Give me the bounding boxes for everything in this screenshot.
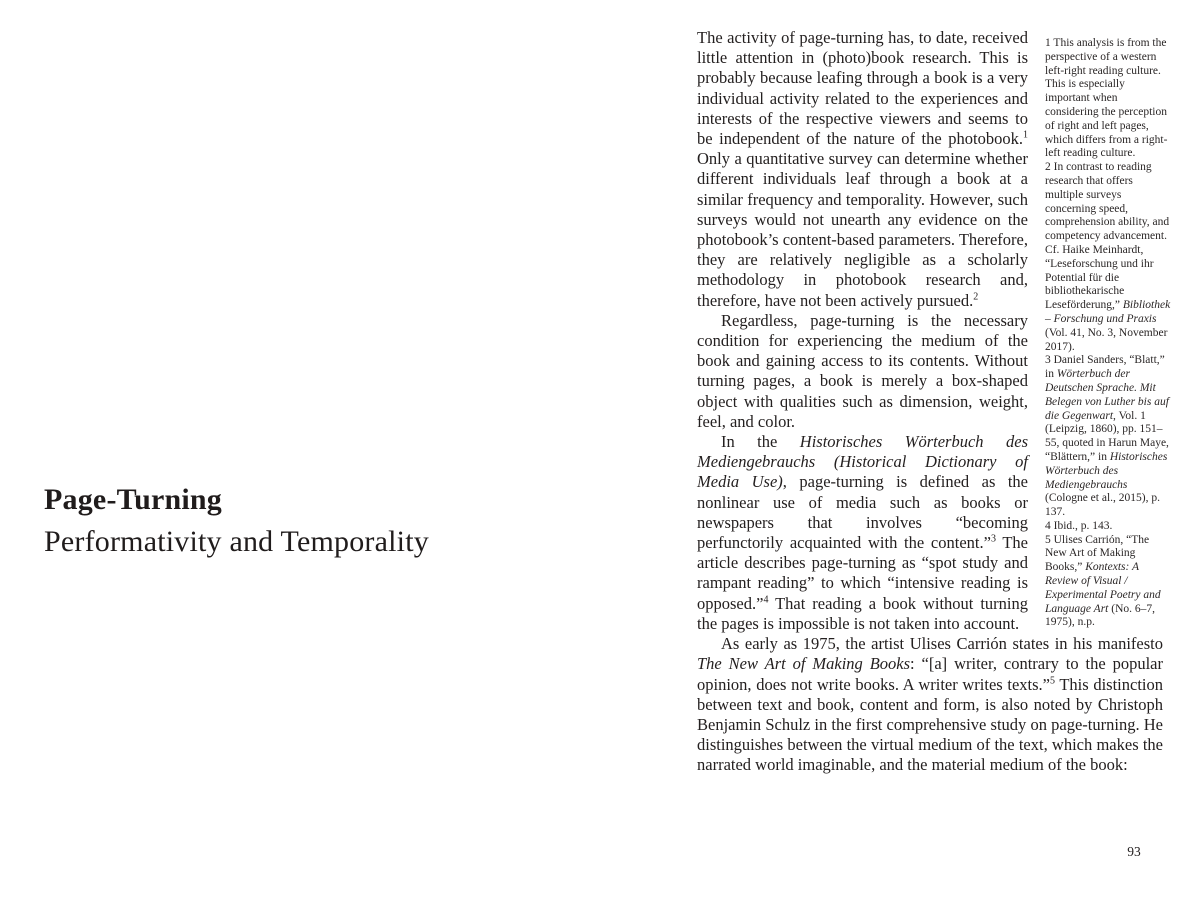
- chapter-title: [44, 479, 429, 563]
- footnote-1: [1045, 37, 1171, 161]
- text-run: 1 This analysis is from the perspective of a western left-right reading culture. This is especially important when considering the perception of right and left pages, which differs from a right-left reading culture.: [1045, 37, 1168, 160]
- footnote-marker: 3: [990, 533, 996, 545]
- text-run: : “[a] writer, contrary to the popular opinion, does not write books. A writer writes texts.”: [697, 654, 1163, 694]
- footnotes-column: [1045, 37, 1171, 630]
- text-run: In the: [721, 432, 800, 452]
- chapter-title-subtitle: Performativity and Temporality: [44, 525, 429, 558]
- text-run: (No. 6–7, 1975), n.p.: [1045, 602, 1156, 629]
- text-run: Only a quantitative survey can determine whether different individuals leaf through a book at a similar frequency and temporality. However, such surveys would not unearth any evidence on the photobook’s content-based parameters. Therefore, they are relatively negligible as a scholarly methodology in photobook research and, therefore, have not been actively pursued.: [697, 149, 1028, 310]
- italic-text-run: Kontexts: A Review of Visual / Experimental Poetry and Language Art: [1045, 561, 1161, 615]
- text-run: Regardless, page-turning is the necessary condition for experiencing the medium of the book and gaining access to its contents. Without turning pages, a book is merely a box-shaped object with qualities such as dimension, weight, feel, and color.: [697, 310, 1028, 431]
- italic-text-run: Wörterbuch der Deutschen Sprache. Mit Belegen von Luther bis auf die Gegenwart: [1045, 368, 1169, 422]
- text-run: This distinction between text and book, content and form, is also noted by Christoph Benjamin Schulz in the first comprehensive study on page-turning. He distinguishes between the virtual medium of the text, which makes the narrated world imaginable, and the material medium of the book:: [697, 674, 1164, 775]
- body-paragraph-3: [697, 432, 1028, 634]
- body-paragraph-1: [697, 28, 1028, 311]
- footnote-marker: 1: [1023, 129, 1028, 141]
- italic-text-run: Bibliothek – Forschung und Praxis: [1045, 299, 1171, 325]
- text-run: 3 Daniel Sanders, “Blatt,” in: [1045, 354, 1165, 381]
- footnote-3: [1045, 354, 1171, 520]
- italic-text-run: Historisches Wörterbuch des Mediengebrauchs: [1045, 450, 1168, 491]
- text-run: (Cologne et al., 2015), p. 137.: [1045, 492, 1160, 519]
- text-run: 2 In contrast to reading research that offers multiple surveys concerning speed, comprehension ability, and competency advancement. Cf. Haike Meinhardt, “Leseforschung und ihr Potential für die bibliothekarische Leseförderung,”: [1045, 161, 1170, 312]
- text-run: (Vol. 41, No. 3, November 2017).: [1045, 326, 1168, 353]
- chapter-title-main: Page-Turning: [44, 483, 222, 516]
- text-run: As early as 1975, the artist Ulises Carrión states in his manifesto: [721, 634, 1163, 654]
- text-run: 5 Ulises Carrión, “The New Art of Making Books,”: [1045, 533, 1150, 574]
- italic-text-run: Historisches Wörterbuch des Mediengebrauchs (Historical Dictionary of Media Use): [697, 432, 1028, 492]
- footnote-marker: 2: [973, 291, 979, 303]
- text-run: 4 Ibid., p. 143.: [1045, 519, 1113, 532]
- footnote-marker: 4: [763, 594, 769, 606]
- text-run: , page-turning is defined as the nonlinear use of media such as books or newspapers that involves “becoming perfunctorily acquainted with the content.”: [697, 472, 1028, 553]
- footnote-2: [1045, 161, 1171, 354]
- text-run: That reading a book without turning the pages is impossible is not taken into account.: [697, 593, 1028, 633]
- footnote-5: [1045, 534, 1171, 631]
- page-number: 93: [1127, 844, 1141, 859]
- text-run: The article describes page-turning as “spot study and rampant reading” to which “intensive reading is opposed.”: [697, 533, 1028, 613]
- body-paragraph-4: [697, 634, 1163, 775]
- italic-text-run: The New Art of Making Books: [697, 654, 911, 674]
- body-paragraph-2: [697, 311, 1028, 432]
- text-run: , Vol. 1 (Leipzig, 1860), pp. 151–55, quoted in Harun Maye, “Blättern,” in: [1045, 409, 1169, 463]
- footnote-4: [1045, 520, 1171, 534]
- footnote-marker: 5: [1050, 675, 1055, 686]
- text-run: The activity of page-turning has, to date, received little attention in (photo)book research. This is probably because leafing through a book is a very individual activity related to the experiences and interests of the respective viewers and seems to be independent of the nature of the photobook.: [697, 28, 1028, 149]
